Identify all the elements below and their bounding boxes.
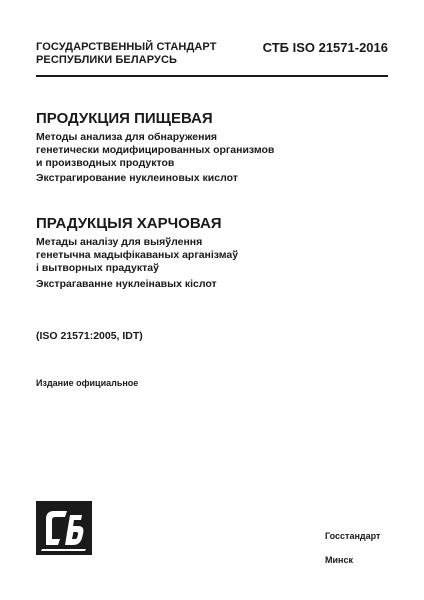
header-divider (36, 75, 388, 77)
russian-subtitle (36, 131, 274, 170)
gosstandart-logo-icon (36, 501, 92, 555)
gosstandart-logo-svg (36, 501, 92, 555)
belarusian-title: ПРАДУКЦЫЯ ХАРЧОВАЯ (36, 215, 222, 232)
russian-subtitle-line: генетически модифицированных организмов (36, 144, 275, 156)
belarusian-part-title: Экстрагаванне нуклеінавых кіслот (36, 278, 217, 290)
publication-city: Минск (325, 555, 353, 565)
publisher-name: Госстандарт (325, 531, 381, 541)
belarusian-subtitle-line: Метады аналізу для выяўлення (36, 236, 203, 248)
standard-type (36, 41, 217, 67)
iso-reference: (ISO 21571:2005, IDT) (36, 330, 143, 342)
standard-code: СТБ ISO 21571-2016 (262, 40, 388, 55)
russian-title: ПРОДУКЦИЯ ПИЩЕВАЯ (36, 110, 213, 127)
standard-type-line-1: ГОСУДАРСТВЕННЫЙ СТАНДАРТ (36, 41, 217, 53)
edition-label: Издание официальное (36, 378, 139, 388)
belarusian-subtitle (36, 236, 238, 275)
belarusian-subtitle-line: і вытворных прадуктаў (36, 262, 159, 274)
russian-part-title: Экстрагирование нуклеиновых кислот (36, 172, 238, 184)
russian-subtitle-line: Методы анализа для обнаружения (36, 131, 218, 143)
standard-type-line-2: РЕСПУБЛИКИ БЕЛАРУСЬ (36, 54, 177, 66)
belarusian-subtitle-line: генетычна мадыфікаваных арганізмаў (36, 249, 239, 261)
russian-subtitle-line: и производных продуктов (36, 157, 175, 169)
